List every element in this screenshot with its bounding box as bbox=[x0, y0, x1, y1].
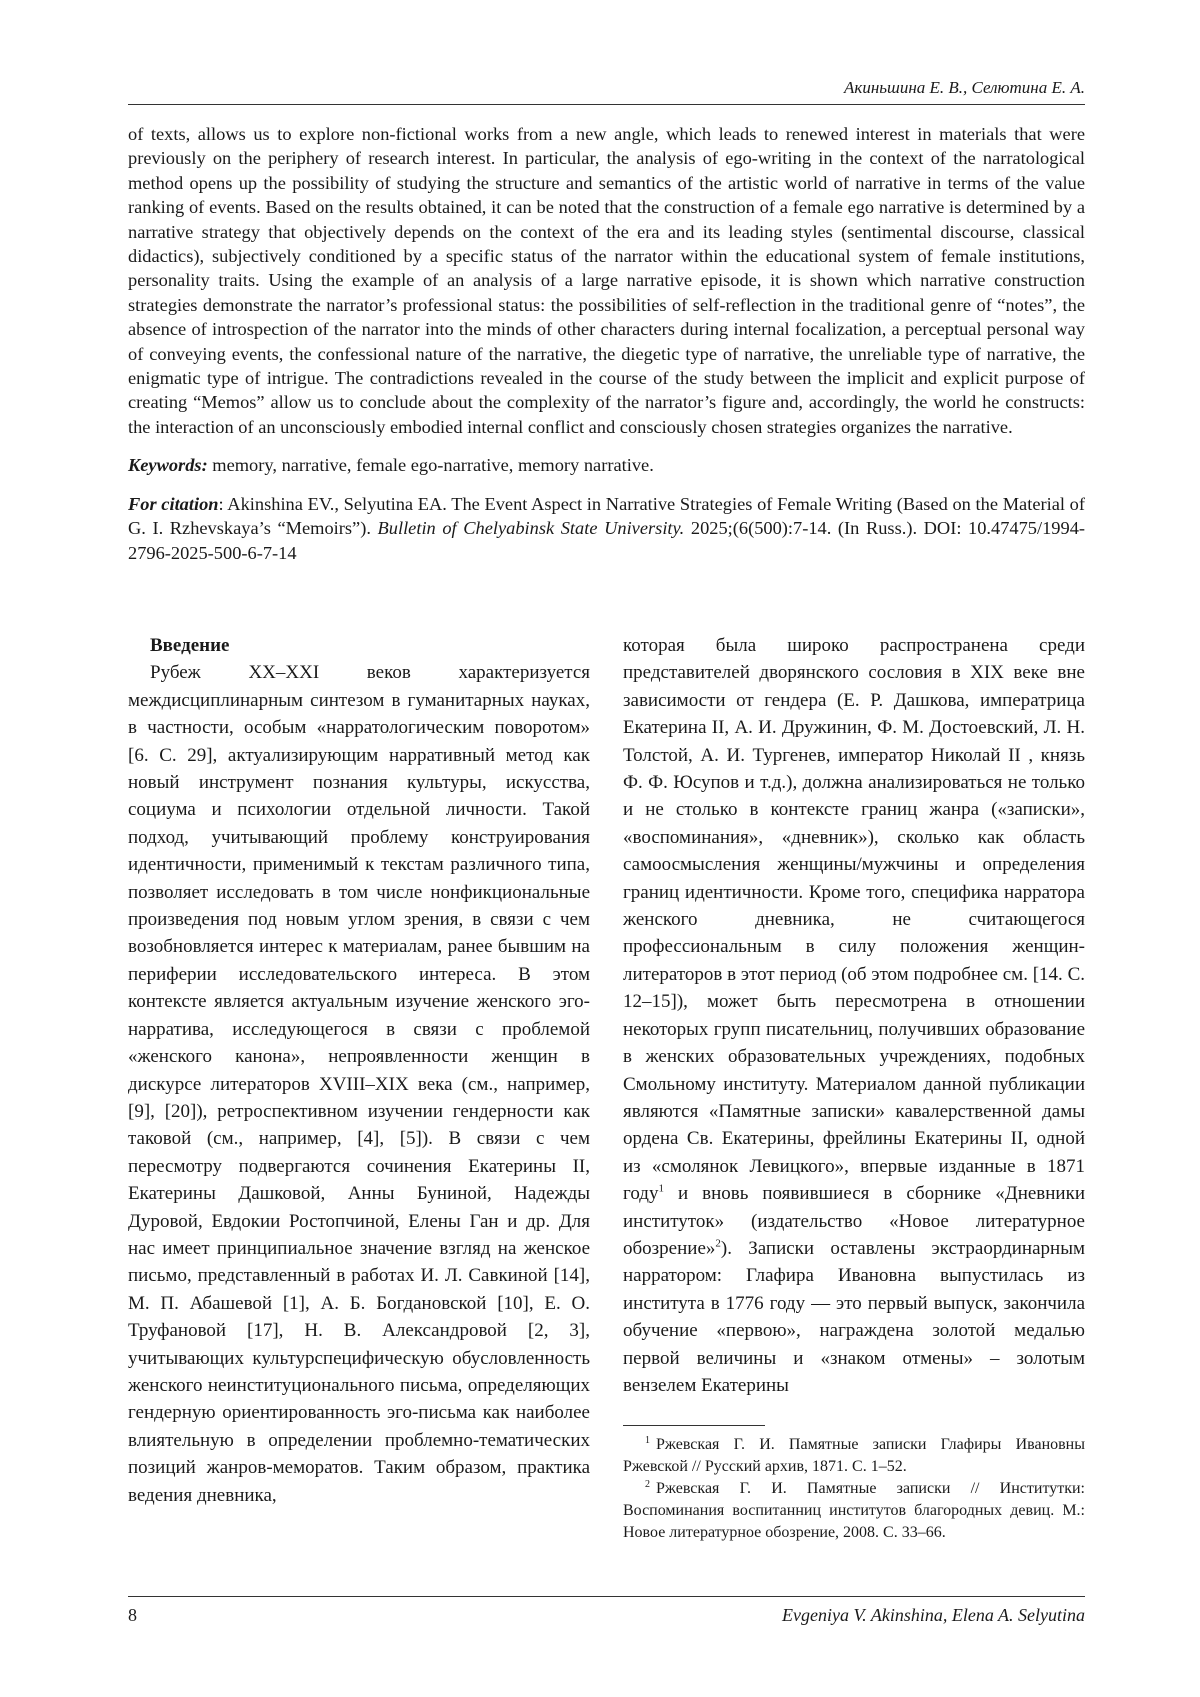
footnote-number: 2 bbox=[645, 1479, 650, 1491]
abstract bbox=[128, 122, 1085, 565]
citation-journal: Bulletin of Chelyabinsk State University. bbox=[377, 518, 685, 539]
footer-authors: Evgeniya V. Akinshina, Elena A. Selyutina bbox=[782, 1605, 1085, 1625]
body-columns bbox=[128, 632, 1085, 1544]
keywords bbox=[128, 453, 1085, 477]
citation bbox=[128, 492, 1085, 565]
citation-text: : Akinshina EV., Selyutina EA. The Event Aspect in Narrative Strategies of Female Writing (Based on the Material of G. I. Rzhevskaya’s “Memoirs”). bbox=[128, 493, 1085, 539]
right-column bbox=[623, 632, 1085, 1544]
left-column-text: Рубеж XX–XXI веков характеризуется междисциплинарным синтезом в гуманитарных науках, в частности, особым «нарратологическим поворотом» [6. С. 29], актуализирующим нарративный метод как новый инструмент познания культуры, искусства, социума и психологии отдельной личности. Такой подход, учитывающий проблему конструирования идентичности, применимый к текстам различного типа, позволяет исследовать в том числе нонфикциональные произведения под новым углом зрения, в связи с чем возобновляется интерес к материалам, ранее бывшим на периферии исследовательского интереса. В этом контексте является актуальным изучение женского эго-нарратива, исследующегося в связи с проблемой «женского канона», непроявленности женщин в дискурсе литераторов XVIII–XIX века (см., например, [9], [20]), ретроспективном изучении гендерности как таковой (см., например, [4], [5]). В связи с чем пересмотру подвергаются сочинения Екатерины II, Екатерины Дашковой, Анны Буниной, Надежды Дуровой, Евдокии Ростопчиной, Елены Ган и др. Для нас имеет принципиальное значение взгляд на женское письмо, представленный в работах И. Л. Савкиной [14], М. П. Абашевой [1], А. Б. Богдановской [10], Е. О. Труфановой [17], Н. В. Александровой [2, 3], учитывающих культурспецифическую обусловленность женского неинституционального письма, определяющих гендерную ориентированность эго-письма как наиболее влиятельную в определении проблемно-тематических позиций жанров-меморатов. Таким образом, практика ведения дневника, bbox=[128, 662, 590, 1506]
footnote bbox=[623, 1434, 1085, 1478]
right-column-text bbox=[623, 632, 1085, 1399]
footnote-text: Ржевская Г. И. Памятные записки Глафиры Ивановны Ржевской // Русский архив, 1871. С. 1–52. bbox=[623, 1436, 1085, 1476]
footnote bbox=[623, 1478, 1085, 1544]
page-footer bbox=[128, 1596, 1085, 1626]
right-text-part-3: ). Записки оставлены экстраординарным нарратором: Глафира Ивановна выпустилась из института в 1776 году — это первый выпуск, закончила обучение «первою», награждена золотой медалью первой величины и «знаком отмены» – золотым вензелем Екатерины bbox=[623, 1237, 1085, 1396]
page-number: 8 bbox=[128, 1605, 137, 1625]
footnote-ref-2[interactable]: 2 bbox=[715, 1237, 721, 1250]
running-head: Акиньшина Е. В., Селютина Е. А. bbox=[128, 78, 1085, 105]
citation-doi: 2025;(6(500):7-14. (In Russ.). DOI: 10.47475/1994-2796-2025-500-6-7-14 bbox=[128, 518, 1086, 563]
section-heading: Введение bbox=[150, 635, 230, 656]
footnote-rule bbox=[623, 1425, 765, 1434]
left-column bbox=[128, 632, 590, 1544]
keywords-label: Keywords: bbox=[128, 455, 208, 476]
right-text-part-2: и вновь появившиеся в сборнике «Дневники институток» (издательство «Новое литературное обозрение» bbox=[623, 1183, 1085, 1259]
abstract-text: of texts, allows us to explore non-fictional works from a new angle, which leads to renewed interest in materials that were previously on the periphery of research interest. In particular, the analysis of ego-writing in the context of the narratological method opens up the possibility of studying the structure and semantics of the artistic world of narrative in terms of the value ranking of events. Based on the results obtained, it can be noted that the construction of a female ego narrative is determined by a narrative strategy that objectively depends on the context of the era and its leading styles (sentimental discourse, classical didactics), subjectively conditioned by a specific status of the narrator within the educational system of female institutions, personality traits. Using the example of an analysis of a large narrative episode, it is shown which narrative construction strategies demonstrate the narrator’s professional status: the possibilities of self-reflection in the traditional genre of “notes”, the absence of introspection of the narrator into the minds of other characters during internal focalization, a perceptual personal way of conveying events, the confessional nature of the narrative, the diegetic type of narrative, the unreliable type of narrative, the enigmatic type of intrigue. The contradictions revealed in the course of the study between the implicit and explicit purpose of creating “Memos” allow us to conclude about the complexity of the narrator’s figure and, accordingly, the world he constructs: the interaction of an unconsciously embodied internal conflict and consciously chosen strategies organizes the narrative. bbox=[128, 124, 1085, 437]
citation-label: For citation bbox=[128, 493, 219, 514]
footnote-text: Ржевская Г. И. Памятные записки // Институтки: Воспоминания воспитанниц институтов благородных девиц. М.: Новое литературное обозрение, 2008. С. 33–66. bbox=[623, 1480, 1085, 1542]
keywords-text: memory, narrative, female ego-narrative, memory narrative. bbox=[207, 455, 654, 476]
right-text-part-1: которая была широко распространена среди представителей дворянского сословия в XIX веке вне зависимости от гендера (Е. Р. Дашкова, императрица Екатерина II, А. И. Дружинин, Ф. М. Достоевский, Л. Н. Толстой, А. И. Тургенев, император Николай II , князь Ф. Ф. Юсупов и т.д.), должна анализироваться не только и не столько в контексте границ жанра («записки», «воспоминания», «дневник»), сколько как область самоосмысления женщины/мужчины и определения границ идентичности. Кроме того, специфика нарратора женского дневника, не считающегося профессиональным в силу положения женщин-литераторов в этот период (об этом подробнее см. [14. С. 12–15]), может быть пересмотрена в отношении некоторых групп писательниц, получивших образование в женских образовательных учреждениях, подобных Смольному институту. Материалом данной публикации являются «Памятные записки» кавалерственной дамы ордена Св. Екатерины, фрейлины Екатерины II, одной из «смолянок Левицкого», впервые изданные в 1871 году bbox=[623, 635, 1085, 1205]
footnote-ref-1[interactable]: 1 bbox=[658, 1182, 664, 1195]
footnote-number: 1 bbox=[645, 1435, 650, 1447]
